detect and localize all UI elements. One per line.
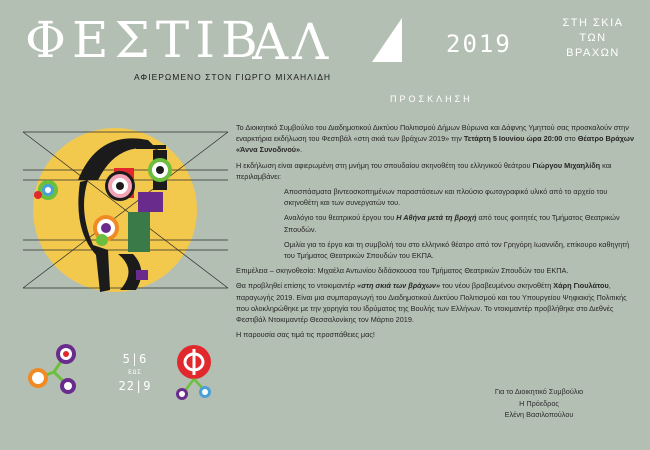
dedication-text-c: και περιλαμβάνει: <box>236 160 612 181</box>
festival-logo-text: ΦΕΣΤΙΒ <box>25 11 264 69</box>
svg-text:ΑΛ: ΑΛ <box>252 18 333 62</box>
documentary-text-c: του νέου βραβευμένου σκηνοθέτη <box>440 281 554 291</box>
paragraph-documentary <box>236 280 638 325</box>
dedication-text: ΑΦΙΕΡΩΜΕΝΟ ΣΤΟΝ ΓΙΩΡΓΟ ΜΙΧΑΗΛΙΔΗ <box>134 72 332 82</box>
festival-logo <box>20 10 410 72</box>
signature-line-2: Η Πρόεδρος <box>519 398 559 408</box>
honoree-name: Γιώργου Μιχαηλίδη <box>532 160 601 170</box>
dates-separator: ΕΩΣ <box>128 369 142 376</box>
festival-logo-ending <box>252 18 402 62</box>
documentary-title: «στη σκιά των βράχων» <box>357 281 441 291</box>
intro-text: Το Διοικητικό Συμβούλιο του Διαδημοτικού Δικτύου Πολιτισμού Δήμων Βύρωνα και Δάφνης Υμηττού σας προσκαλούν στην εναρκτήρια εκδήλωση του Φεστιβάλ «στη σκιά των βράχων 2019» την <box>236 123 629 144</box>
play-title: Η Αθήνα μετά τη βροχή <box>396 213 477 223</box>
intro-text-2: στο <box>562 134 578 144</box>
program-item-2-a: Αναλόγιο του θεατρικού έργου του <box>284 213 397 223</box>
paragraph-intro <box>236 122 638 156</box>
network-logo-icon <box>24 340 84 400</box>
invitation-heading: ΠΡΟΣΚΛΗΣΗ <box>390 94 473 104</box>
invitation-body <box>236 122 638 344</box>
event-date: Τετάρτη 5 Ιουνίου ώρα 20:00 <box>463 134 563 144</box>
festival-year: 2019 <box>446 30 512 58</box>
subtitle-line-1: ΣΤΗ ΣΚΙΑ <box>562 17 624 29</box>
abstract-face-artwork <box>18 120 233 310</box>
program-item-1: Αποσπάσματα βιντεοσκοπημένων παραστάσεων και πλούσιο φωτογραφικό υλικό από το αρχείο του σκηνοθέτη και των συνεργατών του. <box>284 187 608 208</box>
end-date: 22|9 <box>118 379 152 393</box>
dedication-text-a: Η εκδήλωση είναι αφιερωμένη στη μνήμη του σπουδαίου σκηνοθέτη του ελληνικού θεάτρου <box>236 160 533 170</box>
phi-festival-icon <box>172 344 216 404</box>
intro-text-3: . <box>300 145 303 155</box>
documentary-text-a: Θα προβληθεί επίσης το ντοκιμαντέρ <box>236 281 358 291</box>
festival-subtitle <box>548 16 638 61</box>
program-item-3: Ομιλία για το έργο και τη συμβολή του στο ελληνικό θέατρο από τον Γρηγόρη Ιωαννίδη, επίκουρο καθηγητή του Τμήματος Θεατρικών Σπουδών του ΕΚΠΑ. <box>284 239 630 261</box>
documentary-text-e: , παραγωγής 2019. Είναι μια συμπαραγωγή του Διαδημοτικού Δικτύου Πολιτισμού και του Υπουργείου Ψηφιακής Πολιτικής που ολοκληρώθηκε με την χορηγία του Ιδρύματος της Βουλής των Ελλήνων. Το ντοκιμαντέρ προβλήθηκε στο Διεθνές Φεστιβάλ Ντοκιμαντέρ Θεσσαλονίκης τον Μάρτιο 2019. <box>236 281 627 325</box>
festival-dates <box>110 352 160 393</box>
paragraph-dedication <box>236 160 638 182</box>
signature-line-3: Ελένη Βασιλοπούλου <box>504 410 574 419</box>
director-name: Χάρη Γιουλάτου <box>553 281 609 291</box>
subtitle-line-3: ΒΡΑΧΩΝ <box>566 47 620 59</box>
program-item-2-c: από τους φοιτητές του Τμήματος Θεατρικών Σπουδών. <box>284 213 620 234</box>
signature-line-1: Για το Διοικητικό Συμβούλιο <box>494 387 584 396</box>
signature-block <box>484 386 594 421</box>
subtitle-line-2: ΤΩΝ <box>579 32 607 44</box>
paragraph-closing: Η παρουσία σας τιμά τις προσπάθειες μας! <box>236 330 375 340</box>
paragraph-direction: Επιμέλεια – σκηνοθεσία: Μιχαέλα Αντωνίου διδάσκουσα του Τμήματος Θεατρικών Σπουδών του ΕΚΠΑ. <box>236 266 569 276</box>
program-item-2 <box>284 212 638 234</box>
start-date: 5|6 <box>122 352 148 366</box>
venue-name: Θέατρο Βράχων «Άννα Συνοδινού» <box>236 134 634 155</box>
